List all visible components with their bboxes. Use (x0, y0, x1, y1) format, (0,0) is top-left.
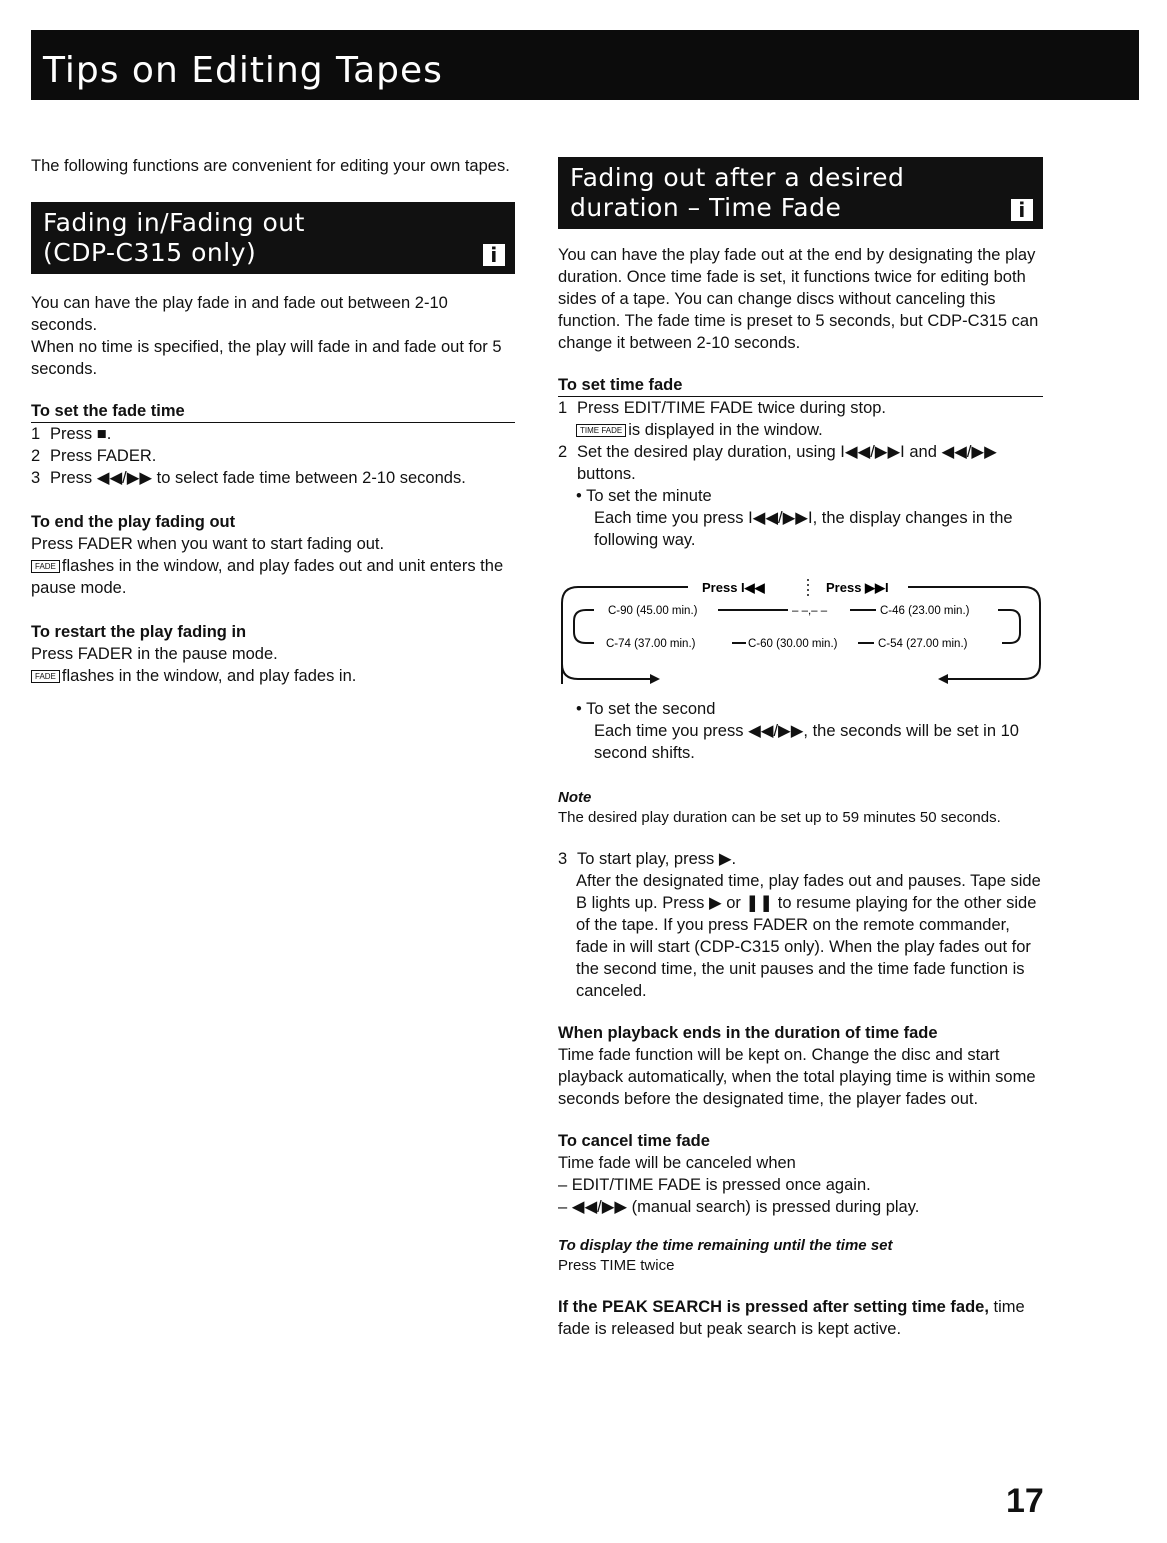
left-column: The following functions are convenient for editing your own tapes. Fading in/Fading out (CDP-C315 only) i You can have the play fade in and fade out between 2-10 seconds. When no time is specified, the play will fade in and fade out for 5 seconds. To set the fade time 1 Press ■. 2 Press FADER. 3 Press ◀◀/▶▶ to select fade time between 2-10 seconds. To end the play fading out Press FADER when you want to start fading out. FADE flashes in the window, and play fades out and unit enters the pause mode. To restart the play fading in Press FADER in the pause mode. FADE flashes in the window, and play fades in. (31, 155, 515, 687)
step-item: 3 To start play, press ▶. (558, 850, 737, 868)
end-fade-heading: To end the play fading out (31, 513, 236, 531)
minute-bullet: • To set the minute (576, 487, 712, 505)
playback-text: Time fade function will be kept on. Change the disc and start playback automatically, when the total playing time is within some seconds before the designated time, the player fades out. (558, 1046, 1036, 1108)
cancel-item: – ◀◀/▶▶ (manual search) is pressed during play. (558, 1198, 920, 1216)
step3-text: After the designated time, play fades out and pauses. Tape side B lights up. Press ▶ or ❚❚ to resume playing for the other side of the tape. If you press FADER on the remote commander, fade in will start (CDP-C315 only). When the play fades out for the second time, the unit pauses and the time fade function is canceled. (576, 872, 1041, 1000)
c74-label: C-74 (37.00 min.) (606, 638, 696, 650)
press-prev-label: Press I◀◀ (702, 580, 765, 595)
tape-duration-diagram (558, 569, 1044, 684)
set-time-fade-heading: To set time fade (558, 374, 1043, 397)
fade-desc: You can have the play fade in and fade out between 2-10 seconds. (31, 294, 448, 334)
playback-heading: When playback ends in the duration of time fade (558, 1024, 938, 1042)
fade-display-icon: FADE (31, 670, 60, 683)
time-fade-section-title: Fading out after a desired duration – Time Fade i (558, 157, 1043, 229)
cancel-text: Time fade will be canceled when (558, 1154, 796, 1172)
second-text: Each time you press ◀◀/▶▶, the seconds will be set in 10 second shifts. (594, 722, 1019, 762)
page-number: 17 (1006, 1482, 1044, 1520)
time-fade-display-icon: TIME FADE (576, 424, 626, 437)
c90-label: C-90 (45.00 min.) (608, 605, 698, 617)
minute-text: Each time you press I◀◀/▶▶I, the display changes in the following way. (594, 509, 1013, 549)
step-item: 1 Press EDIT/TIME FADE twice during stop. (558, 399, 887, 417)
note-label: Note (558, 789, 592, 806)
note-text: The desired play duration can be set up to 59 minutes 50 seconds. (558, 809, 1001, 826)
c60-label: C-60 (30.00 min.) (748, 638, 838, 650)
info-icon: i (483, 244, 505, 266)
c46-label: C-46 (23.00 min.) (880, 605, 970, 617)
step-item: 2 Press FADER. (31, 447, 157, 465)
step-item: 1 Press ■. (31, 425, 112, 443)
info-icon: i (1011, 199, 1033, 221)
right-column: Fading out after a desired duration – Time Fade i You can have the play fade out at the end by designating the play duration. Once time fade is set, it functions twice for editing both sides of a tape. You can change discs without canceling this function. The fade time is preset to 5 seconds, but CDP-C315 can change it between 2-10 seconds. To set time fade 1 Press EDIT/TIME FADE twice during stop. TIME FADE is displayed in the window. 2 Set the desired play duration, using I◀◀/▶▶I and ◀◀/▶▶ buttons. • To set the minute Each time you press I◀◀/▶▶I, the display changes in the following way. Press I◀◀ Press ▶▶I C-90 (45.00 min.) – –,– – C-46 (23.00 min.) C-74 (37.00 min.) C-60 (30.00 min.) C-54 (27.00 min.) • To set the second Each time you press ◀◀/▶▶, the seconds will be set in 10 second shifts. Note The desired play duration can be set up to 59 minutes 50 seconds. 3 To start play, press ▶. After the designated time, play fades out and pauses. Tape side B lights up. Press ▶ or ❚❚ to resume playing for the other side of the tape. If you press FADER on the remote commander, fade in will start (CDP-C315 only). When the play fades out for the second time, the unit pauses and the time fade function is canceled. When playback ends in the duration of time fade Time fade function will be kept on. Change the disc and start playback automatically, when the total playing time is within some seconds before the designated time, the player fades out. To cancel time fade Time fade will be canceled when – EDIT/TIME FADE is pressed once again. – ◀◀/▶▶ (manual search) is pressed during play. To display the time remaining until the time set Press TIME twice If the PEAK SEARCH is pressed after setting time fade, time fade is released but peak search is kept active. (558, 157, 1043, 1340)
page-title-banner (31, 30, 1139, 100)
restart-fade-text: Press FADER in the pause mode. (31, 645, 278, 663)
set-fade-heading: To set the fade time (31, 400, 515, 423)
second-bullet: • To set the second (576, 700, 716, 718)
cancel-heading: To cancel time fade (558, 1132, 710, 1150)
fade-section-title: Fading in/Fading out (CDP-C315 only) i (31, 202, 515, 274)
display-text: Press TIME twice (558, 1257, 675, 1274)
step-item: 3 Press ◀◀/▶▶ to select fade time between 2-10 seconds. (31, 469, 466, 487)
peak-search-text: If the PEAK SEARCH is pressed after setting time fade, time fade is released but peak search is kept active. (558, 1298, 1025, 1338)
fade-display-icon: FADE (31, 560, 60, 573)
fade-desc-default: When no time is specified, the play will fade in and fade out for 5 seconds. (31, 338, 502, 378)
press-next-label: Press ▶▶I (826, 580, 889, 595)
c54-label: C-54 (27.00 min.) (878, 638, 968, 650)
time-fade-desc: You can have the play fade out at the end by designating the play duration. Once time fade is set, it functions twice for editing both sides of a tape. You can change discs without canceling this function. The fade time is preset to 5 seconds, but CDP-C315 can change it between 2-10 seconds. (558, 246, 1039, 352)
step-item: 2 Set the desired play duration, using I◀◀/▶▶I and ◀◀/▶▶ buttons. (558, 443, 997, 483)
display-heading: To display the time remaining until the time set (558, 1237, 893, 1254)
page-title: Tips on Editing Tapes (43, 50, 443, 91)
cancel-item: – EDIT/TIME FADE is pressed once again. (558, 1176, 871, 1194)
restart-fade-heading: To restart the play fading in (31, 623, 247, 641)
end-fade-text: Press FADER when you want to start fading out. (31, 535, 385, 553)
dash-label: – –,– – (792, 605, 828, 617)
intro-text: The following functions are convenient for editing your own tapes. (31, 157, 510, 175)
